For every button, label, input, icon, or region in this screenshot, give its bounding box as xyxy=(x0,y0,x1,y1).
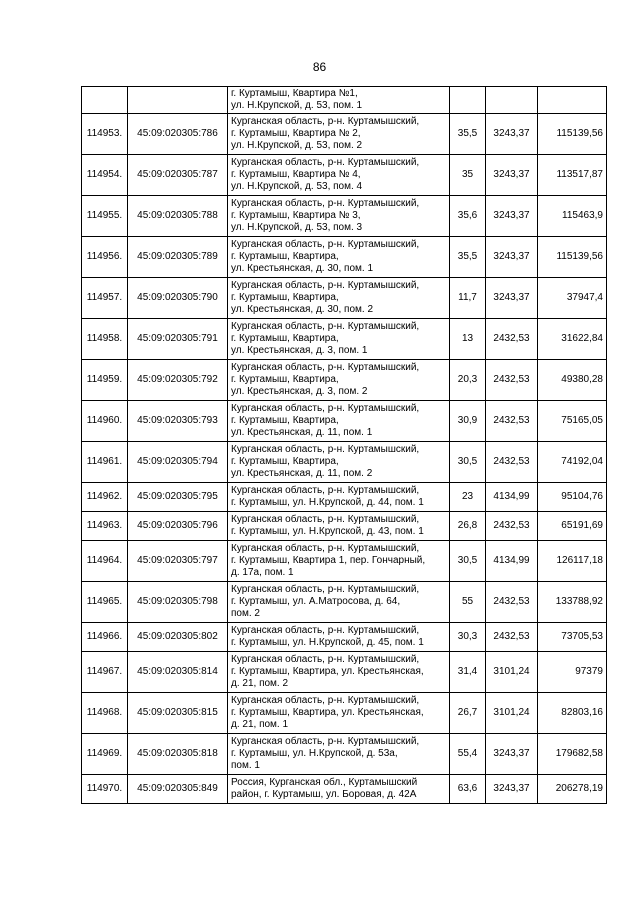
area-cell: 35,6 xyxy=(450,196,486,237)
cost-cell: 206278,19 xyxy=(538,775,607,804)
address-cell: Курганская область, р-н. Куртамышский, г. Куртамыш, Квартира, ул. Крестьянская, д. 30, пом. 2 xyxy=(228,278,450,319)
table-row xyxy=(82,196,607,237)
address-cell: Курганская область, р-н. Куртамышский, г. Куртамыш, Квартира 1, пер. Гончарный, д. 17а, пом. 1 xyxy=(228,541,450,582)
table-row xyxy=(82,442,607,483)
table-row xyxy=(82,734,607,775)
cost-cell: 113517,87 xyxy=(538,155,607,196)
address-cell: Курганская область, р-н. Куртамышский, г. Куртамыш, Квартира, ул. Крестьянская, д. 30, пом. 1 xyxy=(228,237,450,278)
address-cell: Курганская область, р-н. Куртамышский, г. Куртамыш, ул. Н.Крупской, д. 45, пом. 1 xyxy=(228,623,450,652)
rate-cell: 3243,37 xyxy=(486,734,538,775)
area-cell: 55,4 xyxy=(450,734,486,775)
table-row xyxy=(82,114,607,155)
row-number-cell: 114964. xyxy=(82,541,128,582)
cost-cell: 37947,4 xyxy=(538,278,607,319)
address-cell: Курганская область, р-н. Куртамышский, г. Куртамыш, Квартира, ул. Крестьянская, д. 21, пом. 1 xyxy=(228,693,450,734)
rate-cell: 3243,37 xyxy=(486,278,538,319)
cost-cell xyxy=(538,87,607,114)
address-cell: Курганская область, р-н. Куртамышский, г. Куртамыш, Квартира № 4, ул. Н.Крупской, д. 53, пом. 4 xyxy=(228,155,450,196)
table-row-continuation xyxy=(82,87,607,114)
cost-cell: 75165,05 xyxy=(538,401,607,442)
cost-cell: 65191,69 xyxy=(538,512,607,541)
area-cell: 31,4 xyxy=(450,652,486,693)
address-cell: Курганская область, р-н. Куртамышский, г. Куртамыш, ул. Н.Крупской, д. 44, пом. 1 xyxy=(228,483,450,512)
rate-cell: 2432,53 xyxy=(486,623,538,652)
cost-cell: 74192,04 xyxy=(538,442,607,483)
row-number-cell: 114957. xyxy=(82,278,128,319)
cost-cell: 95104,76 xyxy=(538,483,607,512)
cadastral-number-cell: 45:09:020305:797 xyxy=(128,541,228,582)
table-row xyxy=(82,775,607,804)
rate-cell: 4134,99 xyxy=(486,541,538,582)
cadastral-number-cell: 45:09:020305:798 xyxy=(128,582,228,623)
cadastral-number-cell: 45:09:020305:786 xyxy=(128,114,228,155)
area-cell: 35,5 xyxy=(450,114,486,155)
row-number-cell: 114961. xyxy=(82,442,128,483)
address-cell: Курганская область, р-н. Куртамышский, г. Куртамыш, Квартира, ул. Крестьянская, д. 11, пом. 1 xyxy=(228,401,450,442)
cost-cell: 115139,56 xyxy=(538,237,607,278)
row-number-cell: 114956. xyxy=(82,237,128,278)
area-cell: 26,8 xyxy=(450,512,486,541)
cadastral-number-cell: 45:09:020305:792 xyxy=(128,360,228,401)
area-cell: 20,3 xyxy=(450,360,486,401)
rate-cell: 3243,37 xyxy=(486,114,538,155)
table-row xyxy=(82,693,607,734)
address-cell: Курганская область, р-н. Куртамышский, г. Куртамыш, Квартира, ул. Крестьянская, д. 11, пом. 2 xyxy=(228,442,450,483)
table-row xyxy=(82,360,607,401)
rate-cell: 2432,53 xyxy=(486,442,538,483)
cadastral-number-cell: 45:09:020305:790 xyxy=(128,278,228,319)
table-row xyxy=(82,623,607,652)
cadastral-number-cell: 45:09:020305:791 xyxy=(128,319,228,360)
rate-cell xyxy=(486,87,538,114)
row-number-cell: 114962. xyxy=(82,483,128,512)
property-registry-table xyxy=(81,86,607,804)
rate-cell: 2432,53 xyxy=(486,512,538,541)
area-cell: 11,7 xyxy=(450,278,486,319)
rate-cell: 3243,37 xyxy=(486,196,538,237)
address-cell: Курганская область, р-н. Куртамышский, г. Куртамыш, ул. Н.Крупской, д. 53а, пом. 1 xyxy=(228,734,450,775)
cadastral-number-cell: 45:09:020305:802 xyxy=(128,623,228,652)
area-cell: 30,5 xyxy=(450,541,486,582)
cadastral-number-cell: 45:09:020305:794 xyxy=(128,442,228,483)
cost-cell: 97379 xyxy=(538,652,607,693)
cadastral-number-cell: 45:09:020305:789 xyxy=(128,237,228,278)
rate-cell: 3101,24 xyxy=(486,652,538,693)
row-number-cell: 114959. xyxy=(82,360,128,401)
row-number-cell: 114963. xyxy=(82,512,128,541)
address-cell: Курганская область, р-н. Куртамышский, г. Куртамыш, Квартира, ул. Крестьянская, д. 3, пом. 1 xyxy=(228,319,450,360)
row-number-cell: 114966. xyxy=(82,623,128,652)
cost-cell: 82803,16 xyxy=(538,693,607,734)
address-cell: Курганская область, р-н. Куртамышский, г. Куртамыш, ул. А.Матросова, д. 64, пом. 2 xyxy=(228,582,450,623)
table-row xyxy=(82,319,607,360)
address-cell: Курганская область, р-н. Куртамышский, г. Куртамыш, Квартира № 3, ул. Н.Крупской, д. 53, пом. 3 xyxy=(228,196,450,237)
cost-cell: 31622,84 xyxy=(538,319,607,360)
row-number-cell xyxy=(82,87,128,114)
table-row xyxy=(82,582,607,623)
row-number-cell: 114954. xyxy=(82,155,128,196)
address-cell: г. Куртамыш, Квартира №1, ул. Н.Крупской, д. 53, пом. 1 xyxy=(228,87,450,114)
cadastral-number-cell: 45:09:020305:787 xyxy=(128,155,228,196)
cadastral-number-cell: 45:09:020305:796 xyxy=(128,512,228,541)
table-row xyxy=(82,652,607,693)
cost-cell: 115463,9 xyxy=(538,196,607,237)
rate-cell: 4134,99 xyxy=(486,483,538,512)
table-row xyxy=(82,155,607,196)
table-row xyxy=(82,401,607,442)
row-number-cell: 114958. xyxy=(82,319,128,360)
cost-cell: 133788,92 xyxy=(538,582,607,623)
cadastral-number-cell: 45:09:020305:795 xyxy=(128,483,228,512)
row-number-cell: 114967. xyxy=(82,652,128,693)
area-cell: 13 xyxy=(450,319,486,360)
page-number: 86 xyxy=(312,60,327,74)
row-number-cell: 114955. xyxy=(82,196,128,237)
cadastral-number-cell: 45:09:020305:814 xyxy=(128,652,228,693)
table-row xyxy=(82,512,607,541)
table-row xyxy=(82,483,607,512)
area-cell: 30,5 xyxy=(450,442,486,483)
cadastral-number-cell xyxy=(128,87,228,114)
rate-cell: 3243,37 xyxy=(486,237,538,278)
cost-cell: 115139,56 xyxy=(538,114,607,155)
cadastral-number-cell: 45:09:020305:788 xyxy=(128,196,228,237)
row-number-cell: 114968. xyxy=(82,693,128,734)
address-cell: Курганская область, р-н. Куртамышский, г. Куртамыш, Квартира, ул. Крестьянская, д. 21, пом. 2 xyxy=(228,652,450,693)
area-cell: 30,9 xyxy=(450,401,486,442)
cadastral-number-cell: 45:09:020305:849 xyxy=(128,775,228,804)
rate-cell: 3101,24 xyxy=(486,693,538,734)
area-cell: 26,7 xyxy=(450,693,486,734)
address-cell: Курганская область, р-н. Куртамышский, г. Куртамыш, ул. Н.Крупской, д. 43, пом. 1 xyxy=(228,512,450,541)
rate-cell: 2432,53 xyxy=(486,319,538,360)
row-number-cell: 114953. xyxy=(82,114,128,155)
cadastral-number-cell: 45:09:020305:818 xyxy=(128,734,228,775)
row-number-cell: 114965. xyxy=(82,582,128,623)
cadastral-number-cell: 45:09:020305:815 xyxy=(128,693,228,734)
address-cell: Россия, Курганская обл., Куртамышский район, г. Куртамыш, ул. Боровая, д. 42А xyxy=(228,775,450,804)
rate-cell: 3243,37 xyxy=(486,775,538,804)
row-number-cell: 114970. xyxy=(82,775,128,804)
cost-cell: 73705,53 xyxy=(538,623,607,652)
rate-cell: 2432,53 xyxy=(486,401,538,442)
area-cell: 23 xyxy=(450,483,486,512)
cadastral-number-cell: 45:09:020305:793 xyxy=(128,401,228,442)
rate-cell: 3243,37 xyxy=(486,155,538,196)
area-cell: 63,6 xyxy=(450,775,486,804)
address-cell: Курганская область, р-н. Куртамышский, г. Куртамыш, Квартира, ул. Крестьянская, д. 3, пом. 2 xyxy=(228,360,450,401)
area-cell: 35,5 xyxy=(450,237,486,278)
cost-cell: 126117,18 xyxy=(538,541,607,582)
area-cell xyxy=(450,87,486,114)
row-number-cell: 114960. xyxy=(82,401,128,442)
address-cell: Курганская область, р-н. Куртамышский, г. Куртамыш, Квартира № 2, ул. Н.Крупской, д. 53, пом. 2 xyxy=(228,114,450,155)
area-cell: 55 xyxy=(450,582,486,623)
row-number-cell: 114969. xyxy=(82,734,128,775)
rate-cell: 2432,53 xyxy=(486,360,538,401)
table-row xyxy=(82,237,607,278)
table-row xyxy=(82,541,607,582)
rate-cell: 2432,53 xyxy=(486,582,538,623)
cost-cell: 49380,28 xyxy=(538,360,607,401)
area-cell: 35 xyxy=(450,155,486,196)
area-cell: 30,3 xyxy=(450,623,486,652)
cost-cell: 179682,58 xyxy=(538,734,607,775)
table-row xyxy=(82,278,607,319)
